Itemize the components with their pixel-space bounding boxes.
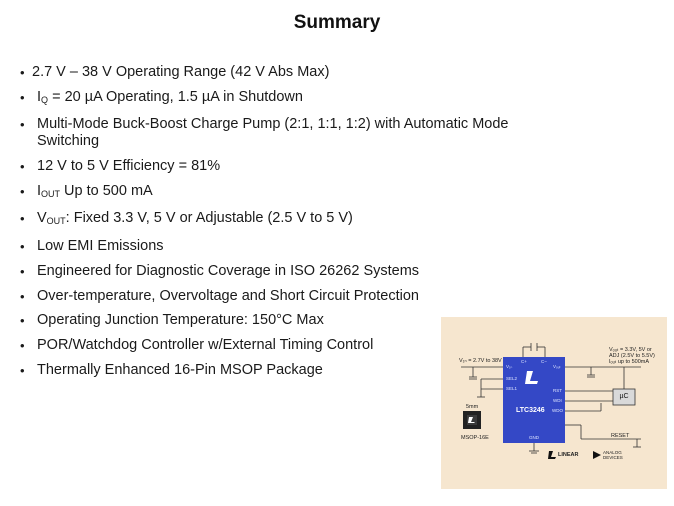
list-item: • POR/Watchdog Controller w/External Timing Control [20,337,560,354]
pin-wdo: WDO [552,408,563,413]
pin-vout: Vₒᵤₜ [553,364,561,369]
list-item: • Engineered for Diagnostic Coverage in ISO 26262 Systems [20,263,560,280]
package-size-label: 5mm [466,404,479,410]
chip-name: LTC3246 [516,407,545,414]
list-item: • 2.7 V – 38 V Operating Range (42 V Abs Max) [20,64,560,81]
pin-vin: V₁ₙ [506,364,513,369]
package-label: MSOP-16E [461,435,489,441]
microcontroller-label: µC [619,393,629,400]
vout-label-3: Iₒᵤₜ up to 500mA [609,359,650,365]
list-item: • Low EMI Emissions [20,238,560,255]
list-item: • Thermally Enhanced 16-Pin MSOP Package [20,362,560,379]
vout-label-1: Vₒᵤₜ = 3.3V, 5V or [609,347,652,353]
linear-logo-icon [548,451,556,459]
pin-c-minus: C− [541,359,547,364]
list-item: • $V_{OUT}$: Fixed 3.3 V, 5 V or Adjustable (2.5 V to 5 V) [20,210,560,230]
pin-c-plus: C+ [521,359,527,364]
list-item: • Over-temperature, Overvoltage and Short Circuit Protection [20,288,560,305]
adi-logo-line2: DEVICES [603,455,623,460]
application-schematic [441,317,667,489]
list-item: • Operating Junction Temperature: 150°C Max [20,312,560,329]
vout-label-2: ADJ (2.5V to 5.5V) [609,353,655,359]
adi-logo-line1: ANALOG [603,450,622,455]
list-item: • 12 V to 5 V Efficiency = 81% [20,158,560,175]
linear-logo: LINEAR [558,452,579,458]
pin-gnd: GND [529,435,539,440]
page-title: Summary [293,12,381,33]
list-item: • $I_Q = 20$ µA Operating, 1.5 µA in Shutdown [20,89,560,109]
pin-sel2: SEL2 [506,376,518,381]
list-item: • $I_{OUT}$ Up to 500 mA [20,183,560,203]
pin-sel1: SEL1 [506,386,518,391]
vin-label: V₁ₙ = 2.7V to 38V [459,358,502,364]
list-item: • Multi-Mode Buck-Boost Charge Pump (2:1, 1:1, 1:2) with Automatic Mode Switching [20,116,560,150]
pin-wdi: WDI [553,398,562,403]
adi-logo-icon [593,451,601,459]
pin-rst: RST [553,388,562,393]
reset-label: RESET [611,433,630,439]
